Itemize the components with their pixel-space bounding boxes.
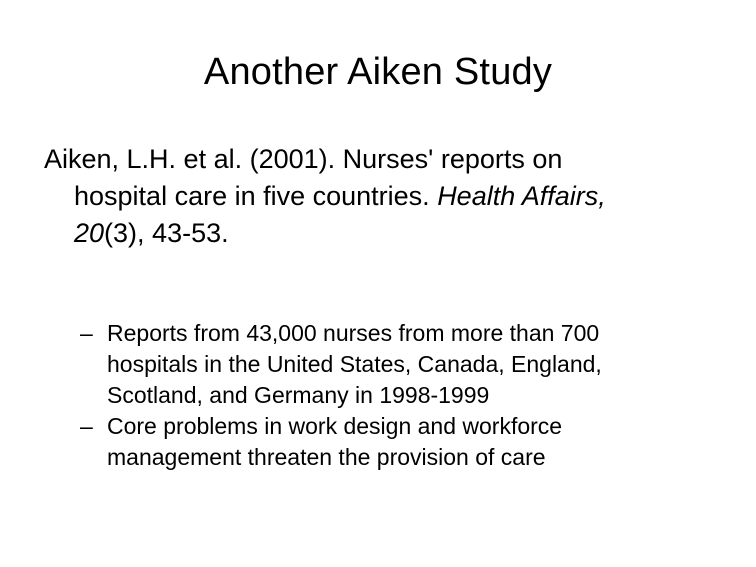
bullet-line: management threaten the provision of care	[107, 444, 546, 470]
bullet-line: hospitals in the United States, Canada, England,	[107, 351, 602, 377]
bullet-line	[80, 411, 720, 442]
citation-line-2	[44, 178, 724, 215]
citation-title-end: hospital care in five countries.	[74, 181, 438, 211]
citation-journal: Health Affairs,	[437, 181, 606, 211]
citation	[44, 141, 724, 252]
bullet-text: Reports from 43,000 nurses from more than 700	[107, 320, 600, 346]
bullet-list	[80, 318, 720, 473]
citation-line-1: Aiken, L.H. et al. (2001). Nurses' reports on	[44, 144, 563, 174]
dash-marker: –	[80, 413, 93, 439]
citation-line-3	[44, 215, 724, 252]
citation-issue-pages: (3), 43-53.	[104, 218, 229, 248]
slide-title: Another Aiken Study	[203, 51, 553, 93]
bullet-text: Core problems in work design and workforce	[107, 413, 563, 439]
bullet-line	[80, 318, 720, 349]
dash-marker: –	[80, 320, 93, 346]
bullet-item	[80, 318, 720, 411]
bullet-line: Scotland, and Germany in 1998-1999	[107, 382, 490, 408]
citation-volume: 20	[74, 218, 105, 248]
bullet-item	[80, 411, 720, 473]
